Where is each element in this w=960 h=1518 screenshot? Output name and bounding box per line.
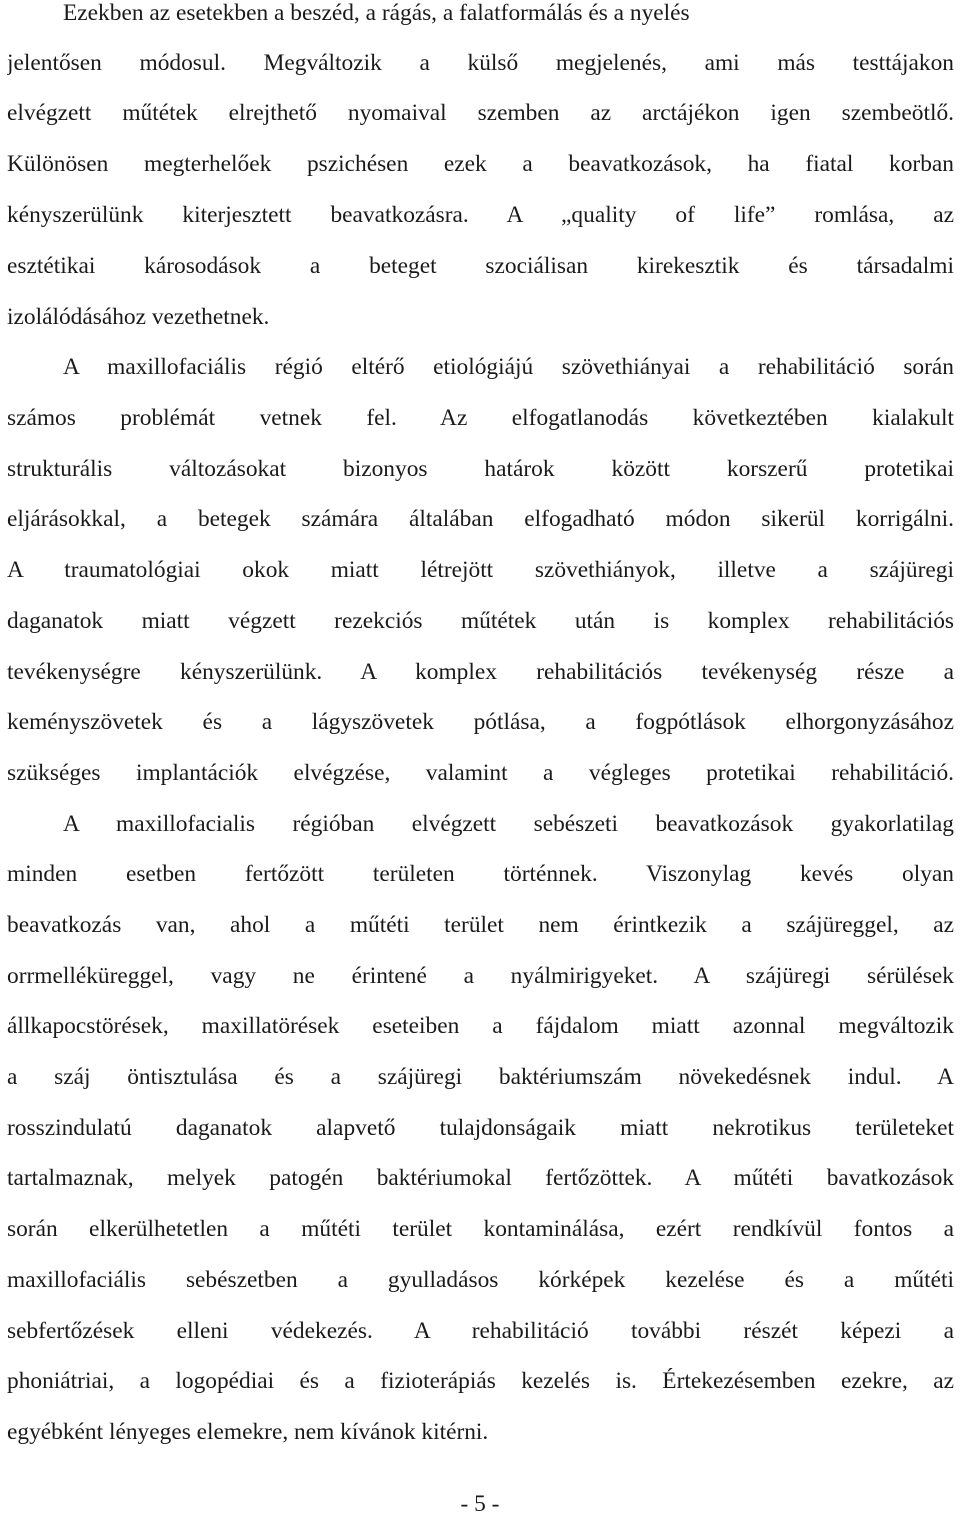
text-line-22: a száj öntisztulása és a szájüregi baktériumszám növekedésnek indul. A <box>7 1064 954 1090</box>
text-line-27: sebfertőzések elleni védekezés. A rehabilitáció további részét képezi a <box>7 1318 954 1344</box>
text-line-18: minden esetben fertőzött területen történnek. Viszonylag kevés olyan <box>7 861 954 887</box>
text-line-29: egyébként lényeges elemekre, nem kívánok kitérni. <box>7 1419 489 1445</box>
page-number: - 5 - <box>460 1491 500 1517</box>
text-line-9: számos problémát vetnek fel. Az elfogatlanodás következtében kialakult <box>7 405 954 431</box>
text-line-10: strukturális változásokat bizonyos határok között korszerű protetikai <box>7 456 954 482</box>
text-line-23: rosszindulatú daganatok alapvető tulajdonságaik miatt nekrotikus területeket <box>7 1115 954 1141</box>
text-line-6: esztétikai károsodások a beteget szociálisan kirekesztik és társadalmi <box>7 253 954 279</box>
text-line-17: A maxillofacialis régióban elvégzett sebészeti beavatkozások gyakorlatilag <box>63 811 954 837</box>
text-line-8: A maxillofaciális régió eltérő etiológiájú szövethiányai a rehabilitáció során <box>63 354 954 380</box>
text-line-24: tartalmaznak, melyek patogén baktériumokal fertőzöttek. A műtéti bavatkozások <box>7 1165 954 1191</box>
text-line-19: beavatkozás van, ahol a műtéti terület nem érintkezik a szájüreggel, az <box>7 912 954 938</box>
text-line-7: izolálódásához vezethetnek. <box>7 304 270 330</box>
text-line-13: daganatok miatt végzett rezekciós műtétek után is komplex rehabilitációs <box>7 608 954 634</box>
text-line-11: eljárásokkal, a betegek számára általában elfogadható módon sikerül korrigálni. <box>7 506 954 532</box>
text-line-1: Ezekben az esetekben a beszéd, a rágás, a falatformálás és a nyelés <box>63 0 690 26</box>
text-line-16: szükséges implantációk elvégzése, valamint a végleges protetikai rehabilitáció. <box>7 760 954 786</box>
text-line-21: állkapocstörések, maxillatörések eseteiben a fájdalom miatt azonnal megváltozik <box>7 1013 954 1039</box>
text-line-4: Különösen megterhelőek pszichésen ezek a beavatkozások, ha fiatal korban <box>7 151 954 177</box>
text-line-2: jelentősen módosul. Megváltozik a külső megjelenés, ami más testtájakon <box>7 50 954 76</box>
text-line-5: kényszerülünk kiterjesztett beavatkozásra. A „quality of life” romlása, az <box>7 202 954 228</box>
text-line-28: phoniátriai, a logopédiai és a fizioterápiás kezelés is. Értekezésemben ezekre, az <box>7 1368 954 1394</box>
text-line-15: keményszövetek és a lágyszövetek pótlása, a fogpótlások elhorgonyzásához <box>7 709 954 735</box>
text-line-20: orrmelléküreggel, vagy ne érintené a nyálmirigyeket. A szájüregi sérülések <box>7 963 954 989</box>
text-line-25: során elkerülhetetlen a műtéti terület kontaminálása, ezért rendkívül fontos a <box>7 1216 954 1242</box>
text-line-12: A traumatológiai okok miatt létrejött szövethiányok, illetve a szájüregi <box>7 557 954 583</box>
text-line-3: elvégzett műtétek elrejthető nyomaival szemben az arctájékon igen szembeötlő. <box>7 100 954 126</box>
text-line-26: maxillofaciális sebészetben a gyulladásos kórképek kezelése és a műtéti <box>7 1267 954 1293</box>
text-line-14: tevékenységre kényszerülünk. A komplex rehabilitációs tevékenység része a <box>7 659 954 685</box>
